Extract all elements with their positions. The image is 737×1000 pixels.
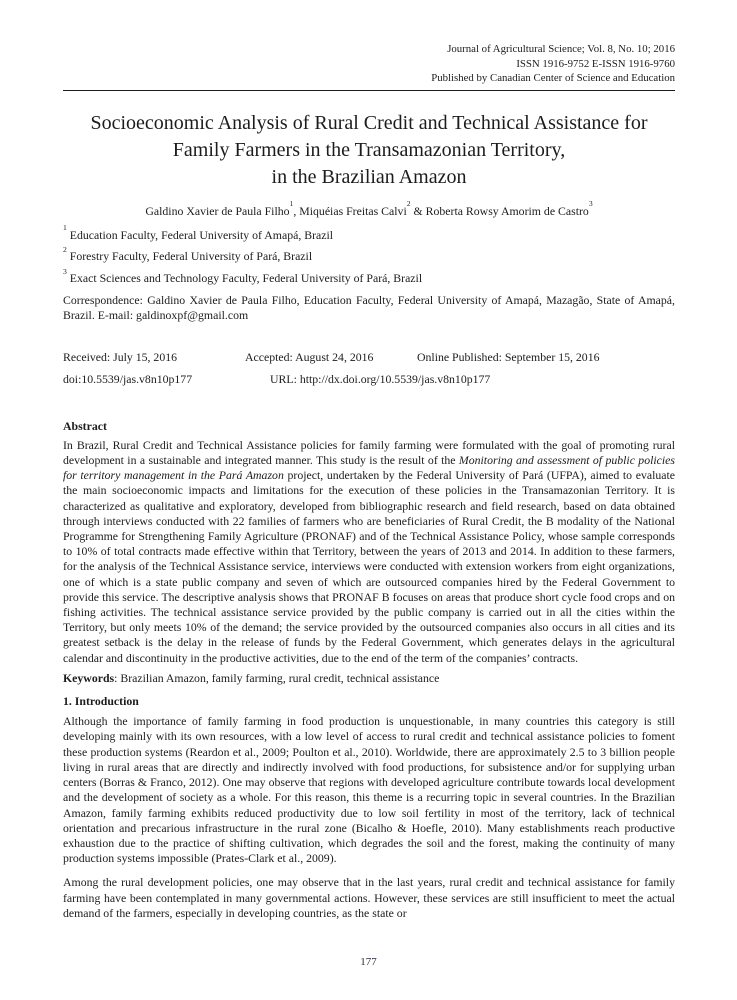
affiliations-block [63, 223, 675, 287]
paper-title-line-1: Socioeconomic Analysis of Rural Credit and Technical Assistance for [90, 111, 648, 134]
author-separator-1: , [293, 203, 300, 218]
journal-header [63, 42, 675, 91]
introduction-paragraph-2: Among the rural development policies, one may observe that in the last years, rural credit and technical assistance for family farming have been contemplated in many governmental actions. However, these services are still insufficient to meet the actual demand of the farmers, especially in developing countries, as the state or [63, 875, 675, 920]
dates-block [63, 350, 675, 387]
header-issn-line: ISSN 1916-9752 E-ISSN 1916-9760 [516, 57, 675, 70]
keywords-line [63, 671, 675, 686]
header-publisher-line: Published by Canadian Center of Science and Education [431, 72, 675, 84]
affiliation-item-2 [63, 245, 675, 264]
introduction-paragraph-1: Although the importance of family farming in food production is unquestionable, in many countries this category is still developing mainly with its own resources, with a low level of access to rural credit and technical assistance policies to foment these production systems (Reardon et al., 2009; Poulton et al., 2010). Worldwide, there are approximately 2.5 to 3 billion people living in rural areas that are directly and indirectly involved with food productions, for subsistence and/or for supplying urban centers (Borras & Franco, 2012). One may observe that regions with developed agriculture contribute towards local development and the development of society as a whole. For this reason, this theme is a recurring topic in several countries. In the Brazilian Amazon, family farming exhibits reduced productivity due to low soil fertility in most of the territory, lack of technical orientation and precarious infrastructure in the rural zone (Bicalho & Hoefle, 2010). Many establishments reach productive exhaustion due to the practice of shifting cultivation, which degrades the soil and the forest, making the continuity of many production systems impossible (Prates-Clark et al., 2009). [63, 714, 675, 866]
keywords-label: Keywords [63, 670, 115, 685]
affiliation-item-3 [63, 266, 675, 286]
paper-title [63, 110, 675, 191]
doi-row [63, 372, 675, 387]
author-name-2: Miquéias Freitas Calvi [299, 203, 407, 218]
author-name-1: Galdino Xavier de Paula Filho [145, 203, 290, 218]
author-name-3: Roberta Rowsy Amorim de Castro [425, 203, 589, 218]
author-superscript-3: 3 [588, 199, 593, 209]
doi-text: doi:10.5539/jas.v8n10p177 [63, 372, 193, 387]
paper-title-line-3: in the Brazilian Amazon [271, 165, 467, 188]
received-date: Received: July 15, 2016 [63, 350, 178, 365]
affiliation-superscript-3: 3 [63, 266, 67, 276]
author-superscript-1: 1 [289, 199, 294, 209]
author-separator-2: & [410, 203, 426, 218]
abstract-text [63, 438, 675, 666]
author-superscript-2: 2 [406, 199, 411, 209]
url-text: URL: http://dx.doi.org/10.5539/jas.v8n10p177 [270, 372, 491, 387]
header-journal-line: Journal of Agricultural Science; Vol. 8, No. 10; 2016 [447, 43, 675, 55]
keywords-text: : Brazilian Amazon, family farming, rural credit, technical assistance [114, 670, 440, 685]
accepted-date: Accepted: August 24, 2016 [245, 350, 374, 365]
dates-row [63, 350, 675, 365]
affiliation-item-1 [63, 223, 675, 243]
online-published-date: Online Published: September 15, 2016 [417, 350, 600, 365]
correspondence-text: Correspondence: Galdino Xavier de Paula Filho, Education Faculty, Federal University of Amapá, Mazagão, State of Amapá, Brazil. E-mail: galdinoxpf@gmail.com [63, 292, 675, 323]
abstract-text-before-italic: In Brazil, Rural Credit and Technical Assistance policies for family farming were formulated with the goal of promoting rural development in a sustainable and integrated manner. This study is the result of the [63, 437, 675, 468]
affiliation-superscript-2: 2 [63, 245, 67, 255]
abstract-heading: Abstract [63, 418, 107, 433]
abstract-italic-project-name: Monitoring and assessment of public policies for territory management in the Pará Amazon [63, 453, 675, 483]
affiliation-text-2: Forestry Faculty, Federal University of Pará, Brazil [66, 249, 313, 264]
authors-line [63, 199, 675, 219]
affiliation-superscript-1: 1 [63, 223, 67, 233]
page-number: 177 [360, 955, 377, 968]
affiliation-text-1: Education Faculty, Federal University of Amapá, Brazil [66, 227, 334, 242]
abstract-text-after-italic: project, undertaken by the Federal University of Pará (UFPA), aimed to evaluate the main socioeconomic impacts and limitations for the execution of these policies in the Transamazonian Territory. It is characterized as qualitative and exploratory, developed from bibliographic research and field research, based on data obtained through interviews conducted with 22 families of farmers who are beneficiaries of Rural Credit, the B modality of the National Programme for Strengthening Family Agriculture (PRONAF) and of the Technical Assistance Policy, whose sample corresponds to 10% of total contracts made effective within that Territory, between the years of 2013 and 2014. In addition to these farmers, for the analysis of the Technical Assistance service, interviews were conducted with extension workers from eight organizations, one of which is a state public company and seven of which are outsourced companies hired by the Federal Government to provide this service. The descriptive analysis shows that PRONAF B focuses on areas that produce short cycle food crops and on fishing activities. The technical assistance service provided by the public company is carried out in all the cities within the Territory, but only meets 10% of the demand; the service provided by the outsourced companies also occurs in all cities and its greatest setback is the delay in the release of funds by the Federal Government, which generates delays in the agricultural calendar and discontinuity in the productive activities, due to the end of the term of the companies’ contracts. [63, 468, 676, 665]
introduction-heading: 1. Introduction [63, 694, 139, 709]
affiliation-text-3: Exact Sciences and Technology Faculty, Federal University of Pará, Brazil [66, 271, 423, 286]
paper-title-line-2: Family Farmers in the Transamazonian Territory, [172, 138, 566, 161]
